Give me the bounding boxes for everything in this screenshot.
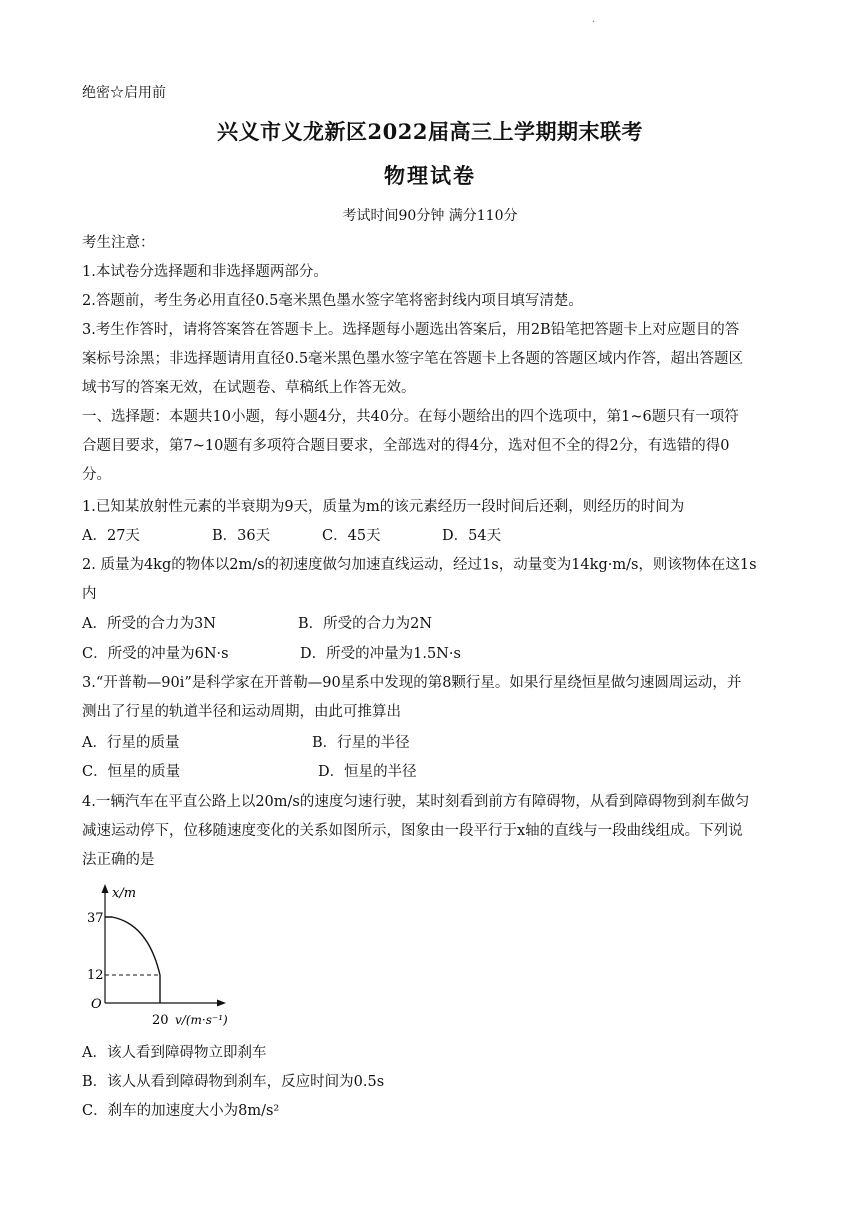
exam-info: 考试时间90分钟 满分110分 [342,208,518,224]
section-intro-line: 一、选择题：本题共10小题，每小题4分，共40分。在每小题给出的四个选项中，第1~6题只有一项符 [82,409,739,425]
q2-option-a: A．所受的合力为3N [82,616,216,632]
graph-y-tick-37: 37 [87,911,104,926]
notes-heading: 考生注意： [82,235,155,251]
graph-x-tick-20: 20 [152,1013,169,1028]
note-line: 1.本试卷分选择题和非选择题两部分。 [82,264,328,280]
note-line: 域书写的答案无效，在试题卷、草稿纸上作答无效。 [82,380,416,396]
graph-curve [105,917,160,975]
page-dot: . [592,14,596,25]
note-line: 2.答题前，考生务必用直径0.5毫米黑色墨水签字笔将密封线内项目填写清楚。 [82,293,583,309]
subject-title: 物理试卷 [384,163,476,188]
q2-option-b: B．所受的合力为2N [298,616,433,632]
q4-option-a: A．该人看到障碍物立即刹车 [82,1045,267,1061]
secret-label: 绝密☆启用前 [82,85,166,101]
graph-x-axis-label: v/(m·s⁻¹) [175,1013,228,1027]
exam-title: 兴义市义龙新区2022届高三上学期期末联考 [217,119,643,144]
q3-option-a: A．行星的质量 [82,735,180,751]
q3-option-d: D．恒星的半径 [318,764,417,780]
note-line: 3.考生作答时，请将答案答在答题卡上。选择题每小题选出答案后，用2B铅笔把答题卡上对应题目的答 [82,322,740,338]
graph-origin-label: O [91,997,102,1012]
section-intro-line: 合题目要求，第7~10题有多项符合题目要求，全部选对的得4分，选对但不全的得2分，有选错的得0 [82,438,730,454]
question-3-stem-line: 3.“开普勒—90i”是科学家在开普勒—90星系中发现的第8颗行星。如果行星绕恒星做匀速圆周运动，并 [82,675,742,691]
question-2-stem-line: 2. 质量为4kg的物体以2m/s的初速度做匀加速直线运动，经过1s，动量变为14kg·m/s，则该物体在这1s [82,557,757,573]
q4-option-c: C．刹车的加速度大小为8m/s² [82,1103,280,1119]
question-1-stem: 1.已知某放射性元素的半衰期为9天，质量为m的该元素经历一段时间后还剩，则经历的时间为 [82,499,685,515]
q3-option-c: C．恒星的质量 [82,764,181,780]
q1-option-a: A．27天 [82,528,140,544]
section-intro-line: 分。 [82,467,111,483]
graph-y-axis-arrow [102,884,109,893]
note-line: 案标号涂黑；非选择题请用直径0.5毫米黑色墨水签字笔在答题卡上各题的答题区域内作答，超出答题区 [82,351,744,367]
q4-option-b: B．该人从看到障碍物到刹车，反应时间为0.5s [82,1074,385,1090]
question-4-stem-line: 4.一辆汽车在平直公路上以20m/s的速度匀速行驶，某时刻看到前方有障碍物，从看到障碍物到刹车做匀 [82,794,750,810]
graph-x-axis-arrow [217,1000,226,1007]
question-4-stem-line: 减速运动停下，位移随速度变化的关系如图所示，图象由一段平行于x轴的直线与一段曲线组成。下列说 [82,823,743,839]
q1-option-b: B．36天 [212,528,271,544]
q3-option-b: B．行星的半径 [312,735,410,751]
q1-option-d: D．54天 [442,528,502,544]
q2-option-c: C．所受的冲量为6N·s [82,646,229,662]
q2-option-d: D．所受的冲量为1.5N·s [300,646,461,662]
question-4-stem-line: 法正确的是 [82,852,155,868]
graph-y-tick-12: 12 [87,968,104,983]
q1-option-c: C．45天 [322,528,381,544]
question-2-stem-line: 内 [82,586,97,602]
question-3-stem-line: 测出了行星的轨道半径和运动周期，由此可推算出 [82,704,401,720]
graph-y-axis-label: x/m [112,886,137,901]
displacement-velocity-graph [80,880,280,1030]
